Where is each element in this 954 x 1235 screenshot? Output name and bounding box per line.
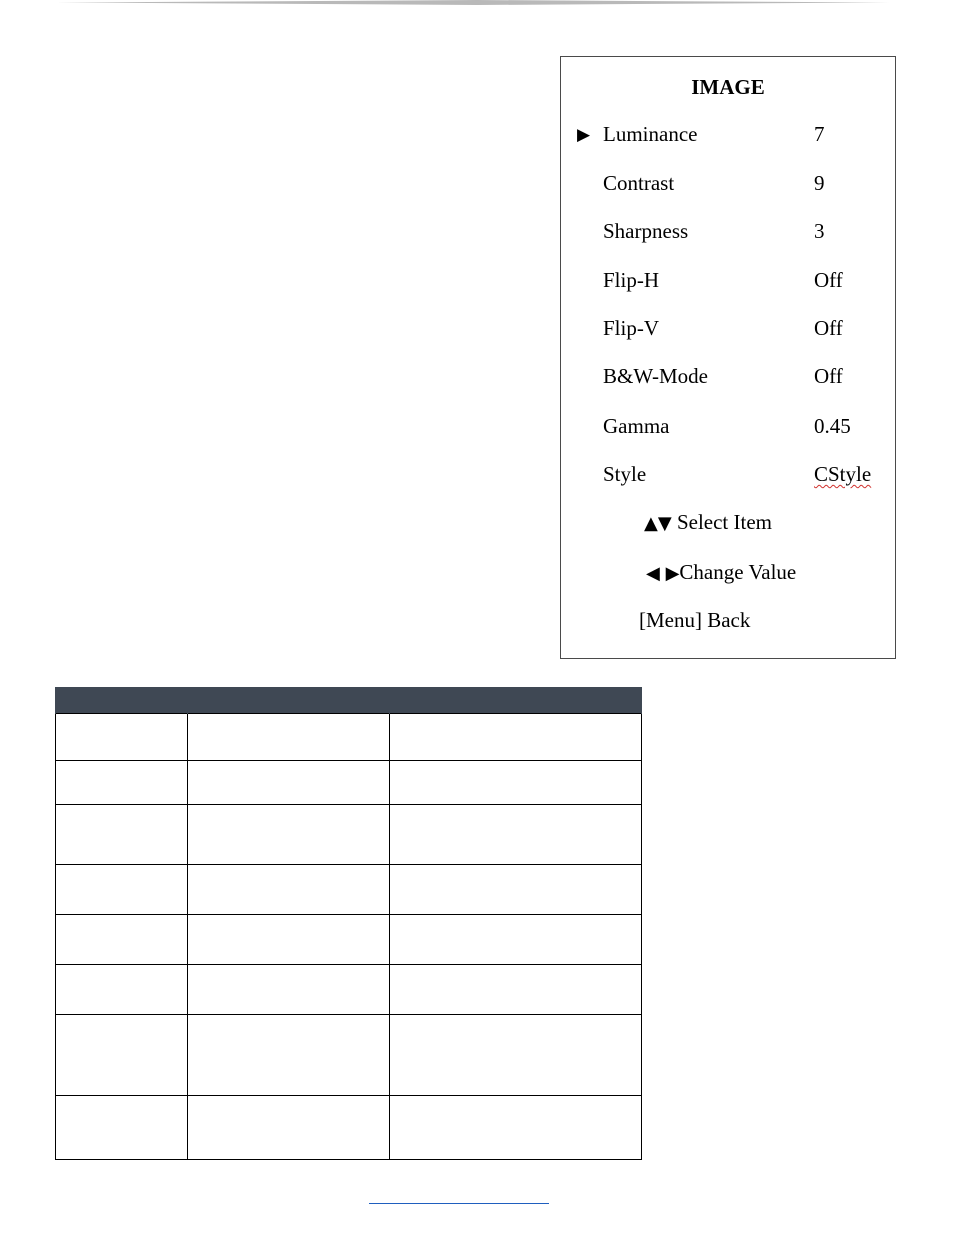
selection-cursor-icon: ▶: [577, 125, 591, 144]
table-cell: [188, 1096, 390, 1160]
osd-item-value: Off: [814, 268, 843, 292]
osd-item-value: 9: [814, 171, 825, 195]
osd-item-contrast[interactable]: [561, 171, 895, 201]
table-header-cell: [188, 687, 390, 714]
table-row: [56, 865, 642, 915]
table-cell: [56, 1096, 188, 1160]
parameter-table: [55, 687, 642, 1160]
table-row: [56, 805, 642, 865]
table-cell: [390, 714, 642, 761]
osd-item-label: B&W-Mode: [603, 364, 708, 388]
osd-item-label: Flip-V: [603, 316, 660, 340]
osd-item-style[interactable]: [561, 462, 895, 492]
osd-item-bw-mode[interactable]: [561, 364, 895, 394]
up-down-arrows-icon: ▲▼: [644, 513, 672, 534]
image-osd-menu: [560, 56, 896, 659]
osd-item-value: 3: [814, 219, 825, 243]
table-cell: [188, 915, 390, 965]
table-cell: [390, 1015, 642, 1096]
table-cell: [56, 1015, 188, 1096]
osd-item-label: Contrast: [603, 171, 675, 195]
osd-item-value: 0.45: [814, 414, 851, 438]
hint-select-text: Select Item: [671, 510, 772, 534]
page-top-rule: [56, 0, 898, 5]
osd-item-luminance[interactable]: [561, 122, 895, 152]
table-row: [56, 714, 642, 761]
table-row: [56, 915, 642, 965]
table-cell: [390, 965, 642, 1015]
table-cell: [56, 714, 188, 761]
left-right-arrows-icon: ◀ ▶: [646, 563, 680, 584]
osd-item-value: Off: [814, 316, 843, 340]
osd-item-value: Off: [814, 364, 843, 388]
osd-item-flip-h[interactable]: [561, 268, 895, 298]
table-cell: [56, 865, 188, 915]
table-cell: [390, 805, 642, 865]
osd-item-gamma[interactable]: [561, 414, 895, 444]
table-row: [56, 965, 642, 1015]
table-cell: [188, 761, 390, 805]
osd-item-flip-v[interactable]: [561, 316, 895, 346]
table-row: [56, 1096, 642, 1160]
hint-change-value: [646, 560, 796, 585]
osd-item-label: Gamma: [603, 414, 670, 438]
hint-menu-back: [Menu] Back: [639, 608, 751, 632]
table-header-cell: [56, 687, 188, 714]
table-cell: [188, 865, 390, 915]
table-row: [56, 1015, 642, 1096]
table-cell: [56, 761, 188, 805]
osd-item-sharpness[interactable]: [561, 219, 895, 249]
osd-item-label: Sharpness: [603, 219, 689, 243]
table-cell: [56, 805, 188, 865]
osd-item-label: Style: [603, 462, 647, 486]
osd-item-value: CStyle: [814, 462, 872, 486]
hint-select-item: [644, 510, 772, 535]
osd-item-label: Luminance: [603, 122, 698, 146]
osd-item-label: Flip-H: [603, 268, 660, 292]
table-cell: [390, 915, 642, 965]
hint-change-text: Change Value: [679, 560, 797, 584]
table-cell: [56, 965, 188, 1015]
table-cell: [390, 761, 642, 805]
table-header-row: [56, 687, 642, 714]
table-cell: [390, 865, 642, 915]
table-cell: [56, 915, 188, 965]
table-row: [56, 761, 642, 805]
table-cell: [188, 714, 390, 761]
footer-link-underline[interactable]: [369, 1203, 549, 1204]
table-cell: [188, 1015, 390, 1096]
table-cell: [188, 965, 390, 1015]
osd-menu-title: IMAGE: [691, 75, 765, 99]
table-header-cell: [390, 687, 642, 714]
table-cell: [390, 1096, 642, 1160]
table-cell: [188, 805, 390, 865]
osd-item-value: 7: [814, 122, 825, 146]
